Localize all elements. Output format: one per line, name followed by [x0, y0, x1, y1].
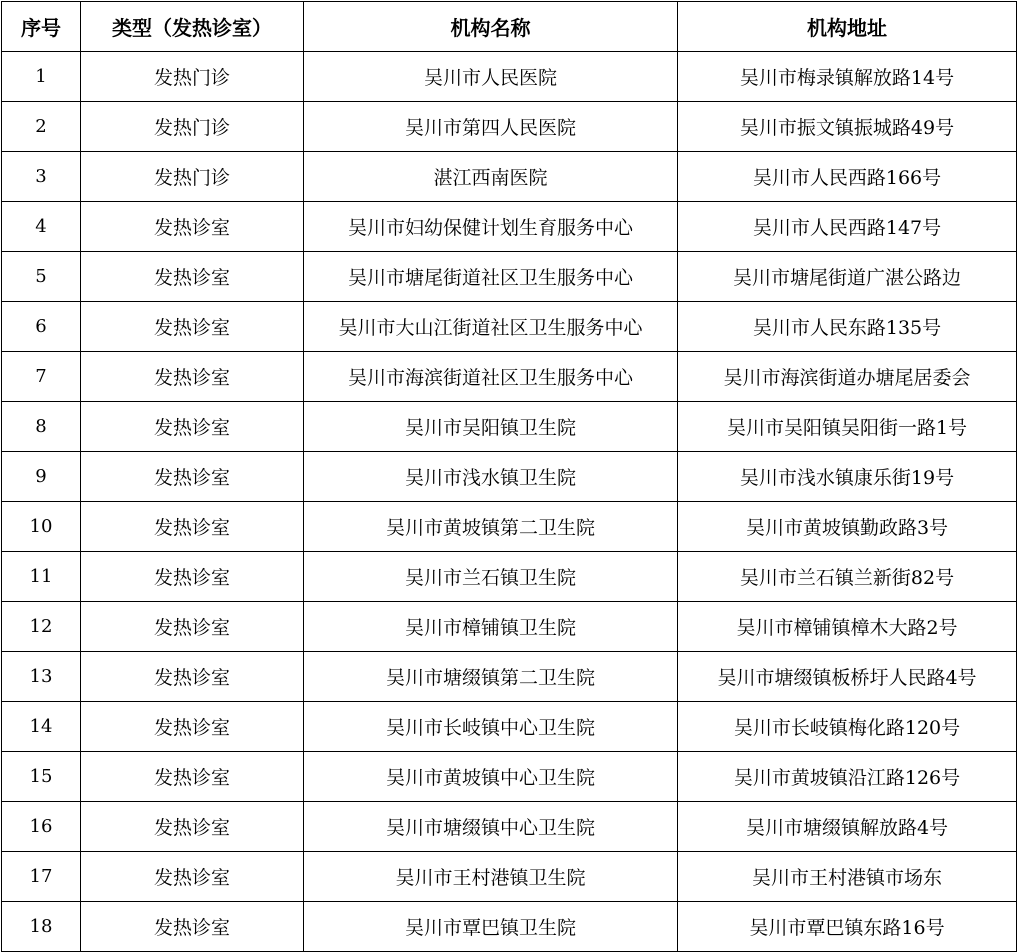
cell-institution-address: 吴川市长岐镇梅化路120号 — [678, 702, 1017, 752]
table-row — [2, 802, 1017, 852]
cell-institution-address: 吴川市塘缀镇板桥圩人民路4号 — [678, 652, 1017, 702]
cell-institution-address: 吴川市塘缀镇解放路4号 — [678, 802, 1017, 852]
table-row — [2, 502, 1017, 552]
cell-no: 1 — [2, 52, 81, 102]
cell-type: 发热诊室 — [81, 452, 304, 502]
table-row — [2, 152, 1017, 202]
cell-institution-address: 吴川市振文镇振城路49号 — [678, 102, 1017, 152]
cell-type: 发热诊室 — [81, 552, 304, 602]
cell-institution-address: 吴川市黄坡镇勤政路3号 — [678, 502, 1017, 552]
cell-no: 13 — [2, 652, 81, 702]
cell-institution-name: 吴川市大山江街道社区卫生服务中心 — [304, 302, 678, 352]
cell-no: 11 — [2, 552, 81, 602]
cell-institution-name: 湛江西南医院 — [304, 152, 678, 202]
cell-institution-name: 吴川市塘尾街道社区卫生服务中心 — [304, 252, 678, 302]
cell-type: 发热门诊 — [81, 152, 304, 202]
cell-institution-address: 吴川市海滨街道办塘尾居委会 — [678, 352, 1017, 402]
cell-type: 发热诊室 — [81, 352, 304, 402]
cell-no: 7 — [2, 352, 81, 402]
cell-institution-name: 吴川市樟铺镇卫生院 — [304, 602, 678, 652]
table-row — [2, 52, 1017, 102]
cell-institution-name: 吴川市长岐镇中心卫生院 — [304, 702, 678, 752]
table-container — [1, 1, 1017, 952]
cell-no: 12 — [2, 602, 81, 652]
cell-institution-name: 吴川市人民医院 — [304, 52, 678, 102]
cell-no: 9 — [2, 452, 81, 502]
cell-institution-address: 吴川市浅水镇康乐街19号 — [678, 452, 1017, 502]
cell-institution-name: 吴川市第四人民医院 — [304, 102, 678, 152]
cell-no: 16 — [2, 802, 81, 852]
cell-no: 15 — [2, 752, 81, 802]
cell-institution-address: 吴川市吴阳镇吴阳街一路1号 — [678, 402, 1017, 452]
cell-type: 发热诊室 — [81, 852, 304, 902]
cell-type: 发热诊室 — [81, 302, 304, 352]
cell-institution-name: 吴川市吴阳镇卫生院 — [304, 402, 678, 452]
cell-institution-name: 吴川市王村港镇卫生院 — [304, 852, 678, 902]
cell-institution-name: 吴川市妇幼保健计划生育服务中心 — [304, 202, 678, 252]
table-row — [2, 552, 1017, 602]
cell-institution-address: 吴川市人民西路166号 — [678, 152, 1017, 202]
table-row — [2, 302, 1017, 352]
cell-no: 10 — [2, 502, 81, 552]
cell-institution-name: 吴川市浅水镇卫生院 — [304, 452, 678, 502]
table-row — [2, 702, 1017, 752]
table-row — [2, 252, 1017, 302]
table-row — [2, 402, 1017, 452]
cell-no: 17 — [2, 852, 81, 902]
cell-institution-name: 吴川市黄坡镇中心卫生院 — [304, 752, 678, 802]
table-body — [2, 52, 1017, 952]
cell-type: 发热诊室 — [81, 902, 304, 952]
cell-type: 发热诊室 — [81, 602, 304, 652]
cell-institution-address: 吴川市人民西路147号 — [678, 202, 1017, 252]
table-row — [2, 852, 1017, 902]
table-row — [2, 652, 1017, 702]
cell-institution-name: 吴川市覃巴镇卫生院 — [304, 902, 678, 952]
header-name: 机构名称 — [304, 2, 678, 52]
cell-type: 发热诊室 — [81, 652, 304, 702]
cell-no: 2 — [2, 102, 81, 152]
table-row — [2, 452, 1017, 502]
cell-institution-name: 吴川市海滨街道社区卫生服务中心 — [304, 352, 678, 402]
cell-type: 发热诊室 — [81, 202, 304, 252]
cell-type: 发热诊室 — [81, 402, 304, 452]
cell-institution-address: 吴川市黄坡镇沿江路126号 — [678, 752, 1017, 802]
header-type: 类型（发热诊室） — [81, 2, 304, 52]
cell-institution-address: 吴川市兰石镇兰新街82号 — [678, 552, 1017, 602]
table-row — [2, 202, 1017, 252]
cell-institution-address: 吴川市王村港镇市场东 — [678, 852, 1017, 902]
cell-no: 6 — [2, 302, 81, 352]
table-row — [2, 752, 1017, 802]
cell-institution-name: 吴川市塘缀镇第二卫生院 — [304, 652, 678, 702]
cell-no: 3 — [2, 152, 81, 202]
cell-type: 发热门诊 — [81, 102, 304, 152]
cell-type: 发热门诊 — [81, 52, 304, 102]
cell-type: 发热诊室 — [81, 502, 304, 552]
cell-no: 4 — [2, 202, 81, 252]
cell-type: 发热诊室 — [81, 702, 304, 752]
cell-institution-address: 吴川市梅录镇解放路14号 — [678, 52, 1017, 102]
cell-institution-address: 吴川市人民东路135号 — [678, 302, 1017, 352]
cell-no: 14 — [2, 702, 81, 752]
cell-no: 18 — [2, 902, 81, 952]
cell-type: 发热诊室 — [81, 802, 304, 852]
fever-clinic-table — [1, 1, 1017, 952]
table-row — [2, 352, 1017, 402]
header-row — [2, 2, 1017, 52]
header-no: 序号 — [2, 2, 81, 52]
cell-institution-address: 吴川市覃巴镇东路16号 — [678, 902, 1017, 952]
cell-institution-name: 吴川市塘缀镇中心卫生院 — [304, 802, 678, 852]
cell-no: 5 — [2, 252, 81, 302]
cell-institution-address: 吴川市樟铺镇樟木大路2号 — [678, 602, 1017, 652]
cell-institution-name: 吴川市兰石镇卫生院 — [304, 552, 678, 602]
table-row — [2, 902, 1017, 952]
cell-type: 发热诊室 — [81, 752, 304, 802]
header-address: 机构地址 — [678, 2, 1017, 52]
table-row — [2, 102, 1017, 152]
cell-no: 8 — [2, 402, 81, 452]
cell-institution-name: 吴川市黄坡镇第二卫生院 — [304, 502, 678, 552]
table-row — [2, 602, 1017, 652]
cell-institution-address: 吴川市塘尾街道广湛公路边 — [678, 252, 1017, 302]
cell-type: 发热诊室 — [81, 252, 304, 302]
